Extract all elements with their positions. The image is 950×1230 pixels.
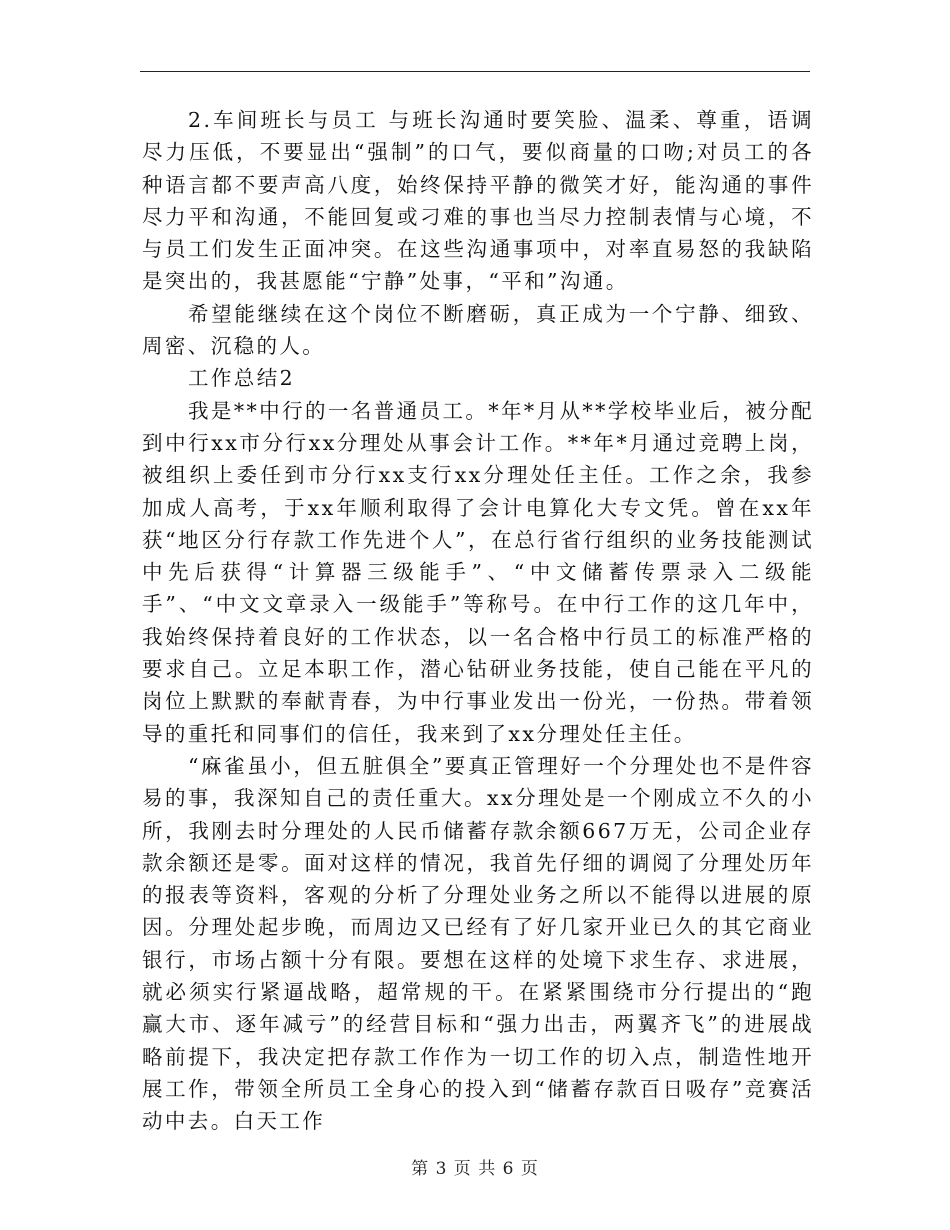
document-body xyxy=(142,104,814,1138)
paragraph-workshop-leader: 2.车间班长与员工 与班长沟通时要笑脸、温柔、尊重，语调尽力压低，不要显出“强制”的口气，要似商量的口吻;对员工的各种语言都不要声高八度，始终保持平静的微笑才好，能沟通的事件尽力平和沟通，不能回复或刁难的事也当尽力控制表情与心境，不与员工们发生正面冲突。在这些沟通事项中，对率直易怒的我缺陷是突出的，我甚愿能“宁静”处事，“平和”沟通。 xyxy=(142,108,814,294)
page-footer: 第 3 页 共 6 页 xyxy=(411,1159,539,1179)
paragraph-branch-management: “麻雀虽小，但五脏俱全”要真正管理好一个分理处也不是件容易的事，我深知自己的责任重大。xx分理处是一个刚成立不久的小所，我刚去时分理处的人民币储蓄存款余额667万无，公司企业存款余额还是零。面对这样的情况，我首先仔细的调阅了分理处历年的报表等资料，客观的分析了分理处业务之所以不能得以进展的原因。分理处起步晚，而周边又已经有了好几家开业已久的其它商业银行，市场占额十分有限。要想在这样的处境下求生存、求进展，就必须实行紧逼战略，超常规的干。在紧紧围绕市分行提出的“跑赢大市、逐年减亏”的经营目标和“强力出击，两翼齐飞”的进展战略前提下，我决定把存款工作作为一切工作的切入点，制造性地开展工作，带领全所员工全身心的投入到“储蓄存款百日吸存”竞赛活动中去。白天工作 xyxy=(142,753,814,1134)
paragraph-hope: 希望能继续在这个岗位不断磨砺，真正成为一个宁静、细致、周密、沉稳的人。 xyxy=(142,301,814,359)
section-heading-work-summary-2: 工作总结2 xyxy=(188,366,296,391)
paragraph-self-introduction: 我是**中行的一名普通员工。*年*月从**学校毕业后，被分配到中行xx市分行xx分理处从事会计工作。**年*月通过竞聘上岗，被组织上委任到市分行xx支行xx分理处任主任。工作之余，我参加成人高考，于xx年顺利取得了会计电算化大专文凭。曾在xx年获“地区分行存款工作先进个人”，在总行省行组织的业务技能测试中先后获得“计算器三级能手”、“中文储蓄传票录入二级能手”、“中文文章录入一级能手”等称号。在中行工作的这几年中，我始终保持着良好的工作状态，以一名合格中行员工的标准严格的要求自己。立足本职工作，潜心钻研业务技能，使自己能在平凡的岗位上默默的奉献青春，为中行事业发出一份光，一份热。带着领导的重托和同事们的信任，我来到了xx分理处任主任。 xyxy=(142,398,814,746)
header-rule xyxy=(140,71,810,72)
